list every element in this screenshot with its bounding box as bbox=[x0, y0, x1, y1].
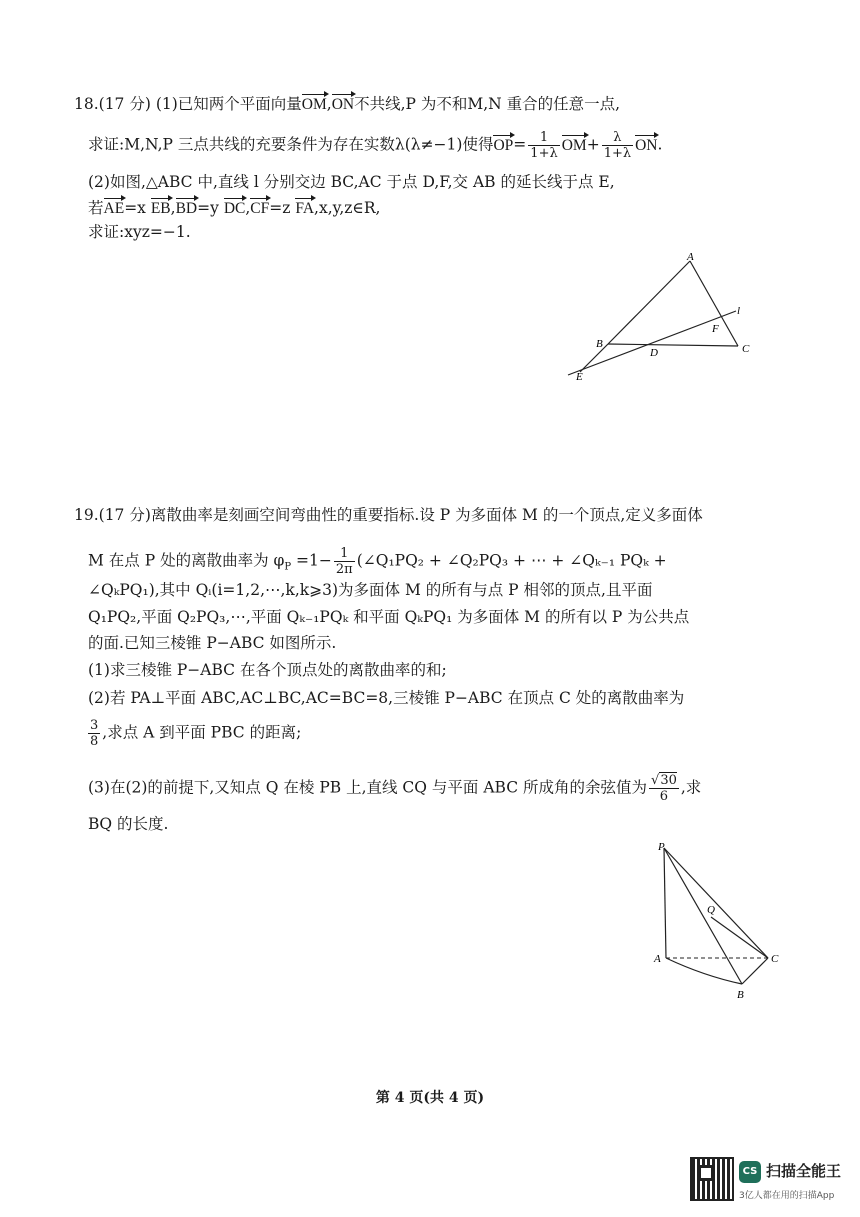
segment-qc bbox=[711, 917, 768, 958]
q19-text: (∠Q₁PQ₂ + ∠Q₂PQ₃ + ⋯ + ∠Qₖ₋₁ PQₖ + bbox=[356, 551, 667, 570]
fraction-1-over-2pi bbox=[334, 546, 355, 577]
q18-text: 不共线,P 为不和M,N 重合的任意一点, bbox=[354, 95, 621, 113]
edge-bc bbox=[608, 344, 738, 346]
vector-cf: CF bbox=[250, 200, 270, 217]
brand-name: 扫描全能王 bbox=[766, 1162, 842, 1180]
denominator: 6 bbox=[659, 789, 669, 804]
line-l bbox=[568, 311, 736, 375]
comma: , bbox=[326, 95, 332, 113]
q18-figure bbox=[560, 248, 770, 388]
q18-text: 求证:M,N,P 三点共线的充要条件为存在实数λ(λ≠−1)使得 bbox=[88, 135, 494, 154]
edge-ab bbox=[666, 958, 742, 984]
label-F: F bbox=[712, 323, 719, 335]
denominator: 8 bbox=[90, 734, 99, 749]
comma: , bbox=[170, 199, 176, 217]
vector-fa: FA bbox=[295, 200, 315, 217]
q18-line3: (2)如图,△ABC 中,直线 l 分别交边 BC,AC 于点 D,F,交 AB 的延长线于点 E, bbox=[88, 173, 615, 191]
q19-line3: ∠QₖPQ₁),其中 Qᵢ(i=1,2,⋯,k,k⩾3)为多面体 M 的所有与点 P 相邻的顶点,且平面 bbox=[88, 581, 653, 599]
plus: + bbox=[586, 135, 600, 154]
q19-text: =1− bbox=[291, 551, 332, 570]
edge-pc bbox=[664, 848, 768, 958]
label-B: B bbox=[596, 338, 603, 350]
vector-op: OP bbox=[493, 136, 514, 154]
denominator: 1+λ bbox=[603, 146, 632, 161]
fraction-3-8 bbox=[88, 718, 100, 749]
brand-tagline: 3亿人都在用的扫描App bbox=[739, 1191, 835, 1201]
vector-eb: EB bbox=[150, 200, 171, 217]
label-A: A bbox=[654, 953, 661, 965]
q19-line10: BQ 的长度. bbox=[88, 815, 169, 833]
vector-om: OM bbox=[301, 96, 327, 113]
label-C: C bbox=[742, 343, 750, 355]
q18-line1 bbox=[74, 94, 620, 115]
edge-ab bbox=[608, 261, 690, 344]
q18-text: =z bbox=[269, 199, 296, 217]
label-B: B bbox=[737, 989, 744, 1001]
page-footer: 第 4 页(共 4 页) bbox=[375, 1090, 485, 1106]
vector-on: ON bbox=[331, 96, 355, 113]
period: . bbox=[657, 135, 663, 154]
numerator: 1 bbox=[528, 130, 559, 146]
q19-line1: 19.(17 分)离散曲率是刻画空间弯曲性的重要指标.设 P 为多面体 M 的一个顶点,定义多面体 bbox=[74, 506, 703, 524]
label-D: D bbox=[650, 347, 658, 359]
q19-text: (3)在(2)的前提下,又知点 Q 在棱 PB 上,直线 CQ 与平面 ABC 所成角的余弦值为 bbox=[88, 778, 648, 797]
numerator: 1 bbox=[334, 546, 355, 562]
sqrt-radicand: 30 bbox=[660, 773, 677, 788]
q18-text: =x bbox=[124, 199, 151, 217]
vector-dc: DC bbox=[223, 200, 246, 217]
q18-line5: 求证:xyz=−1. bbox=[88, 223, 191, 241]
numerator: √30 bbox=[651, 773, 677, 788]
fraction-1 bbox=[528, 130, 559, 161]
vector-om: OM bbox=[561, 136, 587, 154]
vector-ae: AE bbox=[103, 200, 125, 217]
subscript-p: P bbox=[284, 561, 292, 573]
q19-line7: (2)若 PA⊥平面 ABC,AC⊥BC,AC=BC=8,三棱锥 P−ABC 在顶点 C 处的离散曲率为 bbox=[88, 689, 685, 707]
label-A: A bbox=[687, 251, 694, 263]
q19-line4: Q₁PQ₂,平面 Q₂PQ₃,⋯,平面 Qₖ₋₁PQₖ 和平面 QₖPQ₁ 为多面体 M 的所有以 P 为公共点 bbox=[88, 608, 690, 626]
q19-text: ,求点 A 到平面 PBC 的距离; bbox=[102, 723, 302, 742]
qr-code-icon bbox=[690, 1157, 734, 1201]
vector-on: ON bbox=[635, 136, 658, 154]
vector-bd: BD bbox=[175, 200, 198, 217]
label-P: P bbox=[658, 841, 665, 853]
q19-line6: (1)求三棱锥 P−ABC 在各个顶点处的离散曲率的和; bbox=[88, 661, 447, 679]
edge-bc bbox=[742, 958, 768, 984]
edge-pa bbox=[664, 848, 666, 958]
label-C: C bbox=[771, 953, 779, 965]
q18-line4 bbox=[88, 198, 381, 219]
denominator: 1+λ bbox=[530, 146, 558, 161]
extension-be bbox=[580, 344, 608, 372]
q18-text: 若 bbox=[88, 199, 104, 217]
label-Q: Q bbox=[707, 904, 715, 916]
q18-line2 bbox=[88, 130, 662, 161]
denominator: 2π bbox=[335, 562, 353, 577]
q18-text: =y bbox=[197, 199, 224, 217]
q18-text: 18.(17 分) (1)已知两个平面向量 bbox=[74, 95, 302, 113]
q19-line8 bbox=[86, 718, 301, 749]
numerator: 3 bbox=[90, 718, 99, 733]
edge-pb bbox=[664, 848, 742, 984]
q18-text: ,x,y,z∈R, bbox=[314, 199, 381, 217]
equals: = bbox=[513, 135, 527, 154]
q19-text: M 在点 P 处的离散曲率为 φ bbox=[88, 551, 285, 570]
comma: , bbox=[245, 199, 251, 217]
q19-figure bbox=[648, 836, 798, 1006]
q19-line2 bbox=[88, 546, 667, 578]
q19-line5: 的面.已知三棱锥 P−ABC 如图所示. bbox=[88, 634, 337, 652]
label-E: E bbox=[576, 371, 583, 383]
camscanner-logo: CS bbox=[739, 1161, 761, 1183]
q19-text: ,求 bbox=[680, 778, 702, 797]
numerator: λ bbox=[602, 130, 633, 146]
q19-line9 bbox=[88, 773, 701, 804]
fraction-2 bbox=[602, 130, 633, 161]
fraction-sqrt30-6 bbox=[649, 773, 679, 804]
label-l: l bbox=[737, 305, 741, 317]
